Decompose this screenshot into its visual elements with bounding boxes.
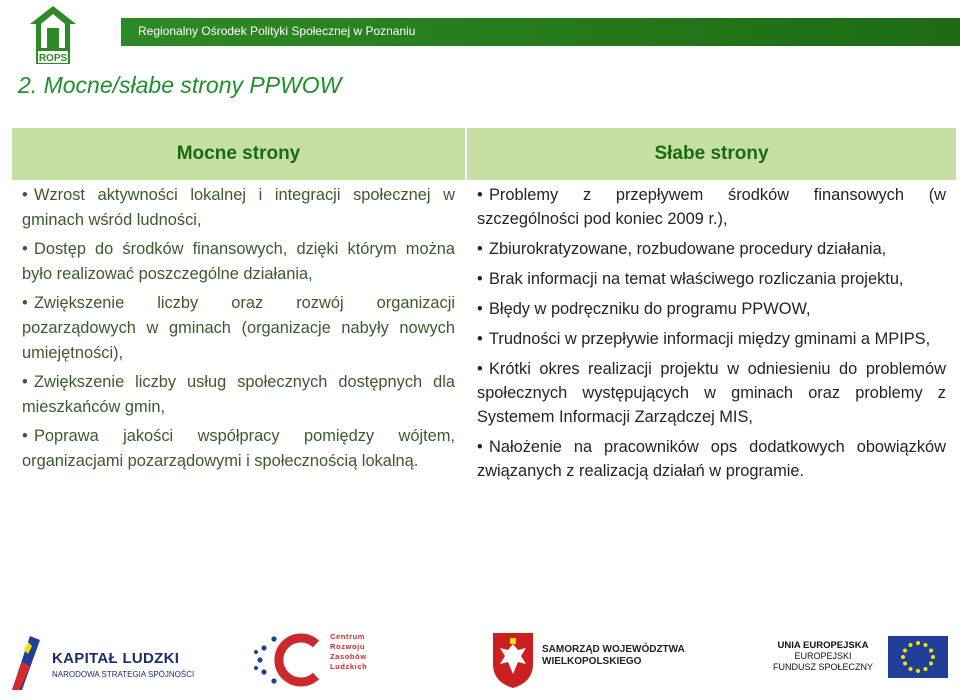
kapital-ludzki-subtitle: NARODOWA STRATEGIA SPÓJNOŚCI: [52, 670, 195, 679]
bullet-icon: •: [477, 240, 483, 258]
list-item: • Brak informacji na temat właściwego rozliczania projektu,: [477, 267, 946, 291]
list-item: • Poprawa jakości współpracy pomiędzy wójtem, organizacjami pozarządowymi i społecznością lokalną.: [22, 424, 455, 474]
strengths-list: [22, 183, 455, 474]
bullet-icon: •: [477, 330, 483, 348]
bullet-icon: •: [22, 240, 28, 258]
weaknesses-list: [477, 183, 946, 483]
rops-logo-text: ROPS: [38, 53, 68, 64]
weaknesses-heading: Słabe strony: [467, 128, 956, 180]
strengths-heading: Mocne strony: [12, 128, 465, 180]
bullet-icon: •: [477, 270, 483, 288]
list-item: • Problemy z przepływem środków finansowych (w szczególności pod koniec 2009 r.),: [477, 183, 946, 231]
list-item: • Zbiurokratyzowane, rozbudowane procedury działania,: [477, 237, 946, 261]
list-item: • Błędy w podręczniku do programu PPWOW,: [477, 297, 946, 321]
list-item: • Krótki okres realizacji projektu w odniesieniu do problemów społecznych występujących w gminach oraz problemy z Systemem Informacji Zarządczej MIS,: [477, 357, 946, 429]
header-bar: [121, 18, 960, 46]
strengths-column: [22, 183, 455, 478]
eu-logo: [764, 636, 954, 692]
crzl-name: Centrum Rozwoju Zasobów Ludzkich: [330, 632, 368, 671]
slide-title: 2. Mocne/słabe strony PPWOW: [18, 72, 342, 98]
bullet-icon: •: [477, 300, 483, 318]
bullet-icon: •: [477, 186, 483, 204]
bullet-icon: •: [22, 294, 28, 312]
wielkopolska-logo: [490, 630, 685, 692]
list-item: • Trudności w przepływie informacji między gminami a MPIPS,: [477, 327, 946, 351]
list-item: • Wzrost aktywności lokalnej i integracji społecznej w gminach wśród ludności,: [22, 183, 455, 233]
wielkopolska-name: SAMORZĄD WOJEWÓDZTWA WIELKOPOLSKIEGO: [542, 644, 685, 667]
rops-house-icon: [28, 4, 78, 66]
rops-logo: [28, 4, 78, 66]
kapital-ludzki-flag-icon: [10, 632, 42, 692]
bullet-icon: •: [22, 427, 28, 445]
list-item: • Dostęp do środków finansowych, dzięki którym można było realizować poszczególne działania,: [22, 237, 455, 287]
eu-flag-icon: [888, 636, 948, 678]
list-item: • Zwiększenie liczby usług społecznych dostępnych dla mieszkańców gmin,: [22, 370, 455, 420]
bullet-icon: •: [477, 438, 483, 456]
list-item: • Nałożenie na pracowników ops dodatkowych obowiązków związanych z realizacją działań w programie.: [477, 435, 946, 483]
kapital-ludzki-title: KAPITAŁ LUDZKI: [52, 650, 180, 667]
bullet-icon: •: [22, 186, 28, 204]
list-item: • Zwiększenie liczby oraz rozwój organizacji pozarządowych w gminach (organizacje nabyły nowych umiejętności),: [22, 291, 455, 366]
crzl-logo: [250, 630, 390, 690]
eagle-shield-icon: [490, 630, 536, 690]
bullet-icon: •: [477, 360, 483, 378]
crzl-stars-icon: [250, 630, 328, 690]
kapital-ludzki-logo: [10, 628, 240, 692]
bullet-icon: •: [22, 373, 28, 391]
weaknesses-column: [477, 183, 946, 489]
organization-name: Regionalny Ośrodek Polityki Społecznej w Poznaniu: [138, 24, 416, 38]
eu-name: UNIA EUROPEJSKA EUROPEJSKI FUNDUSZ SPOŁECZNY: [772, 640, 873, 672]
